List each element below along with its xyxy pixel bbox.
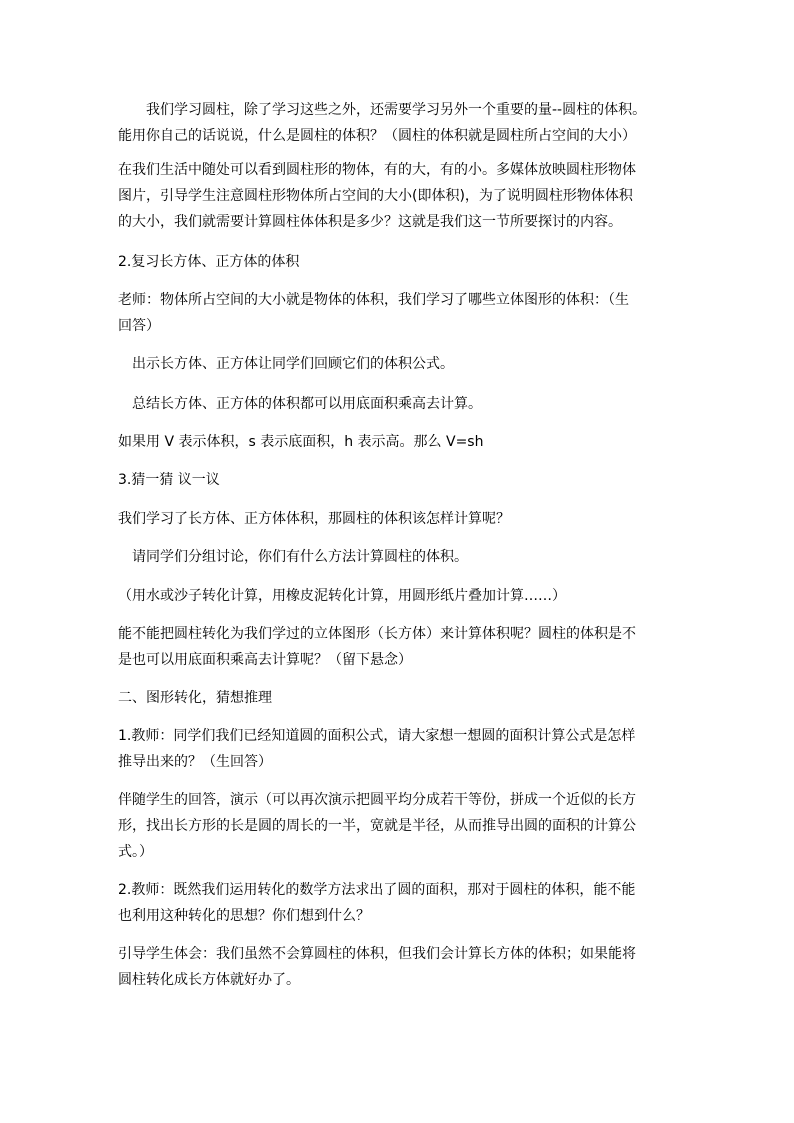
paragraph-line: 图片，引导学生注意圆柱形物体所占空间的大小(即体积)，为了说明圆柱形物体体积 <box>118 188 633 204</box>
paragraph-circle-area-derivation <box>118 723 678 775</box>
paragraph-formula-v-sh <box>118 429 678 455</box>
paragraph-line: 我们学习了长方体、正方体体积，那圆柱的体积该怎样计算呢？ <box>118 511 510 527</box>
paragraph-show-cuboid-cube <box>118 351 678 377</box>
paragraph-line: 式。） <box>118 844 153 860</box>
paragraph-line: 2.复习长方体、正方体的体积 <box>118 254 300 270</box>
paragraph-line: 出示长方体、正方体让同学们回顾它们的体积公式。 <box>118 356 454 372</box>
paragraph-line: 请同学们分组讨论，你们有什么方法计算圆柱的体积。 <box>118 549 468 565</box>
paragraph-teacher-question <box>118 287 678 339</box>
paragraph-methods-list <box>118 583 678 609</box>
paragraph-line: 在我们生活中随处可以看到圆柱形的物体，有的大，有的小。多媒体放映圆柱形物体 <box>118 162 636 178</box>
paragraph-line: 1.教师：同学们我们已经知道圆的面积公式，请大家想一想圆的面积计算公式是怎样 <box>118 728 636 744</box>
paragraph-line: 二、图形转化，猜想推理 <box>118 690 272 706</box>
paragraph-line: 能用你自己的话说说，什么是圆柱的体积？（圆柱的体积就是圆柱所占空间的大小） <box>118 128 636 144</box>
paragraph-everyday-cylinders <box>118 157 678 235</box>
paragraph-line: 引导学生体会：我们虽然不会算圆柱的体积，但我们会计算长方体的体积；如果能将 <box>118 946 636 962</box>
paragraph-line: 是也可以用底面积乘高去计算呢？（留下悬念） <box>118 652 412 668</box>
paragraph-line: 形，找出长方形的长是圆的周长的一半，宽就是半径，从而推导出圆的面积的计算公 <box>118 818 636 834</box>
section-heading-shape-transform <box>118 685 678 711</box>
paragraph-how-to-calculate <box>118 506 678 532</box>
paragraph-guide-students <box>118 941 678 993</box>
paragraph-line: （用水或沙子转化计算，用橡皮泥转化计算，用圆形纸片叠加计算……） <box>118 588 566 604</box>
paragraph-line: 老师：物体所占空间的大小就是物体的体积，我们学习了哪些立体图形的体积：（生 <box>118 292 629 308</box>
paragraph-cylinder-volume-intro <box>118 97 678 149</box>
paragraph-line: 2.教师：既然我们运用转化的数学方法求出了圆的面积，那对于圆柱的体积，能不能 <box>118 882 636 898</box>
paragraph-transformation-idea <box>118 877 678 929</box>
paragraph-summary-base-times-height <box>118 391 678 417</box>
paragraph-group-discussion <box>118 544 678 570</box>
paragraph-line: 如果用 V 表示体积，s 表示底面积，h 表示高。那么 V=sh <box>118 434 484 450</box>
paragraph-line: 伴随学生的回答，演示（可以再次演示把圆平均分成若干等份，拼成一个近似的长方 <box>118 792 636 808</box>
paragraph-line: 圆柱转化成长方体就好办了。 <box>118 972 300 988</box>
paragraph-line: 能不能把圆柱转化为我们学过的立体图形（长方体）来计算体积呢？圆柱的体积是不 <box>118 626 636 642</box>
paragraph-suspense-question <box>118 621 678 673</box>
section-heading-guess-discuss <box>118 467 678 493</box>
paragraph-line: 3.猜一猜 议一议 <box>118 472 220 488</box>
paragraph-line: 推导出来的？（生回答） <box>118 754 272 770</box>
paragraph-line: 回答） <box>118 318 160 334</box>
section-heading-review-cuboid <box>118 249 678 275</box>
paragraph-demonstration <box>118 787 678 865</box>
paragraph-line: 的大小，我们就需要计算圆柱体体积是多少？这就是我们这一节所要探讨的内容。 <box>118 214 622 230</box>
paragraph-line: 也利用这种转化的思想？你们想到什么？ <box>118 908 370 924</box>
paragraph-line: 总结长方体、正方体的体积都可以用底面积乘高去计算。 <box>118 396 482 412</box>
paragraph-line: 我们学习圆柱，除了学习这些之外，还需要学习另外一个重要的量--圆柱的体积。 <box>118 102 647 118</box>
